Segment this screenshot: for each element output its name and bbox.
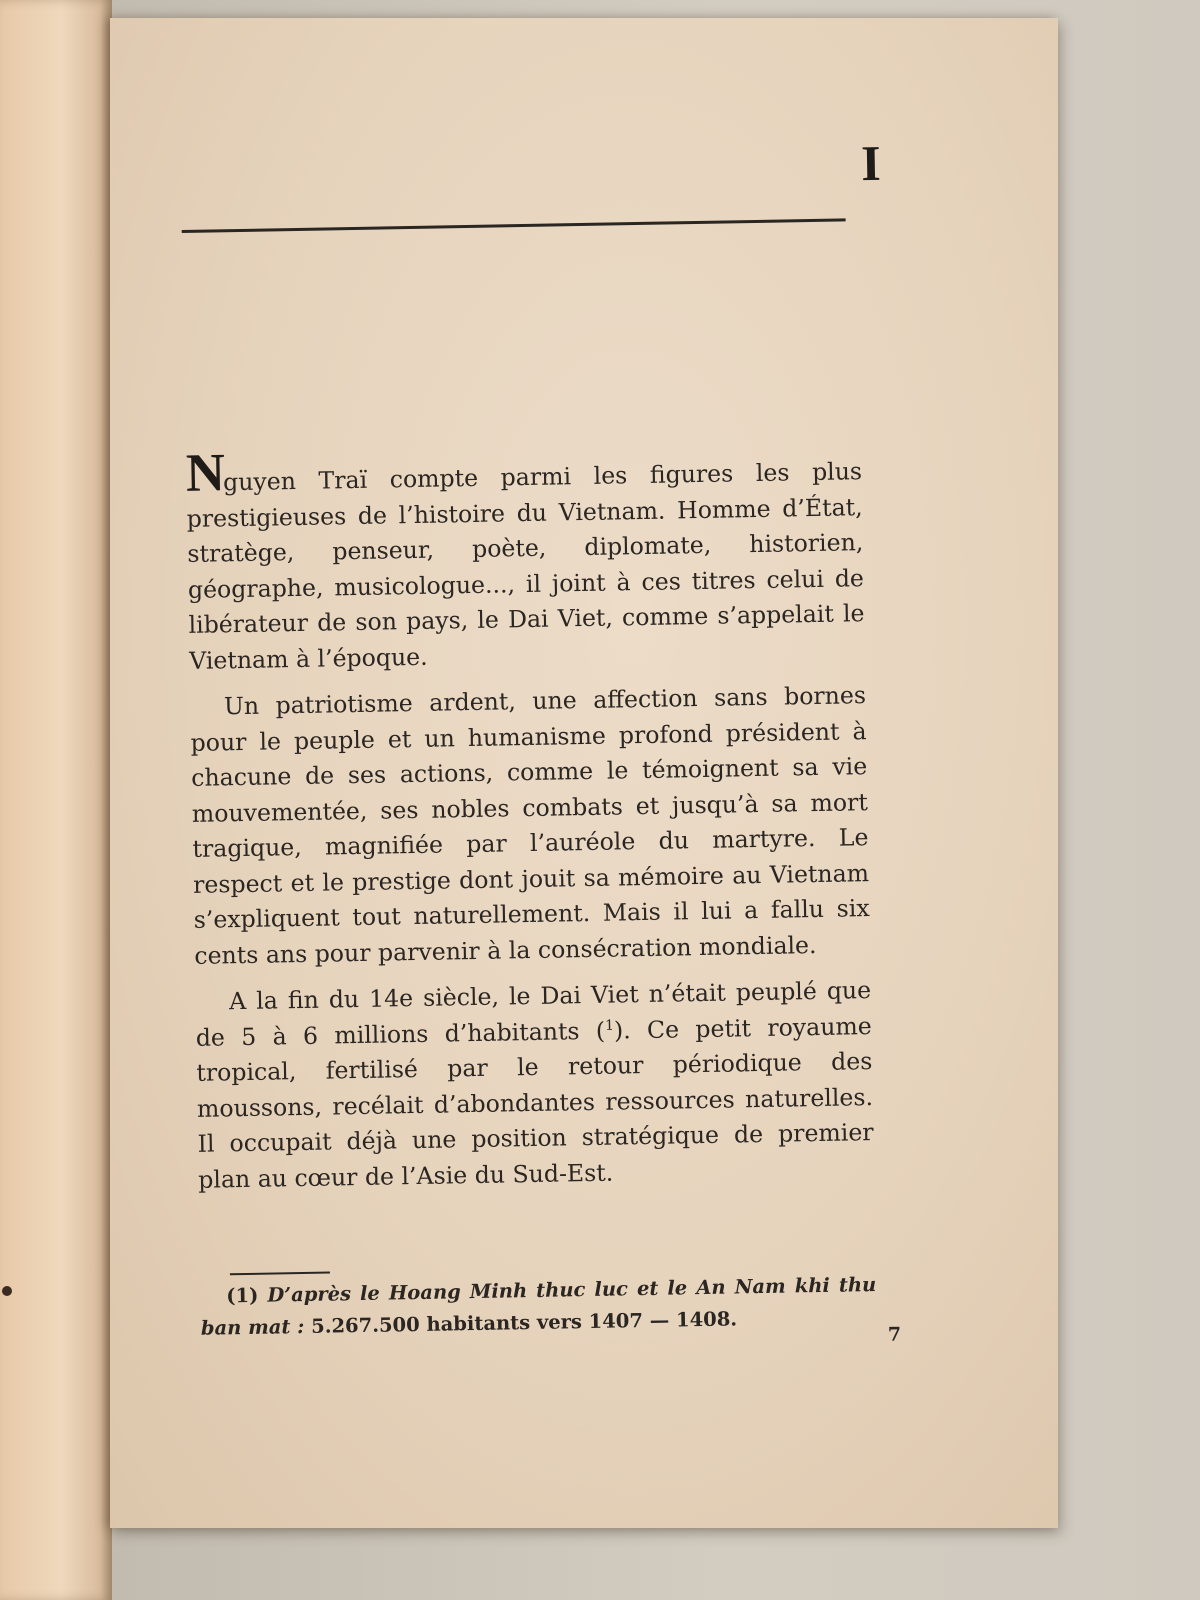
left-page-edge <box>0 0 112 1600</box>
paragraph-1 <box>185 442 866 679</box>
page-content <box>178 6 902 1346</box>
body-text <box>185 442 875 1209</box>
footnote-title-2: An Nam khi thu ban mat : <box>200 1273 877 1340</box>
footnote-marker: (1) <box>226 1283 259 1308</box>
paragraph-3-text-b: ). Ce petit royaume tropical, fertilisé par le retour périodique des moussons, recélait d’abondantes ressources naturelles. Il occupait déjà une position stratégique de premier plan au cœur de l’Asie du Sud-Est. <box>196 1011 874 1194</box>
footnote-and: et le <box>636 1276 688 1301</box>
paragraph-3 <box>195 973 875 1198</box>
page-number: 7 <box>887 1323 902 1346</box>
chapter-rule <box>182 218 846 233</box>
footnote-rule <box>230 1272 330 1276</box>
footnote <box>200 1269 877 1345</box>
paragraph-2: Un patriotisme ardent, une affection sans bornes pour le peuple et un humanisme profond président à chacune de ses actions, comme le témoignent sa vie mouvementée, ses nobles combats et jusqu’à sa mort tragique, magnifiée par l’auréole du martyre. Le respect et le prestige dont jouit sa mémoire au Vietnam s’expliquent tout naturellement. Mais il lui a fallu six cents ans pour parvenir à la consécration mondiale. <box>190 681 870 970</box>
paragraph-3-text-a: A la fin du 14e siècle, le Dai Viet n’était peuplé que de 5 à 6 millions d’habitants ( <box>195 976 872 1052</box>
footnote-reference: 1 <box>604 1017 615 1034</box>
ink-spot <box>2 1286 12 1296</box>
footnote-lead: D’après le <box>267 1281 381 1307</box>
drop-cap: N <box>185 442 224 503</box>
chapter-number: I <box>860 134 882 192</box>
book-page <box>110 18 1058 1528</box>
paragraph-1-text: guyen Traï compte parmi les figures les plus prestigieuses de l’histoire du Vietnam. Homme d’État, stratège, penseur, poète, diplomate, historien, géographe, musicologue..., il joint à ces titres celui de libérateur de son pays, le Dai Viet, comme s’appelait le Vietnam à l’époque. <box>186 457 865 675</box>
footnote-title-1: Hoang Minh thuc luc <box>388 1277 629 1305</box>
footnote-figure: 5.267.500 habitants vers 1407 — 1408. <box>310 1307 738 1338</box>
